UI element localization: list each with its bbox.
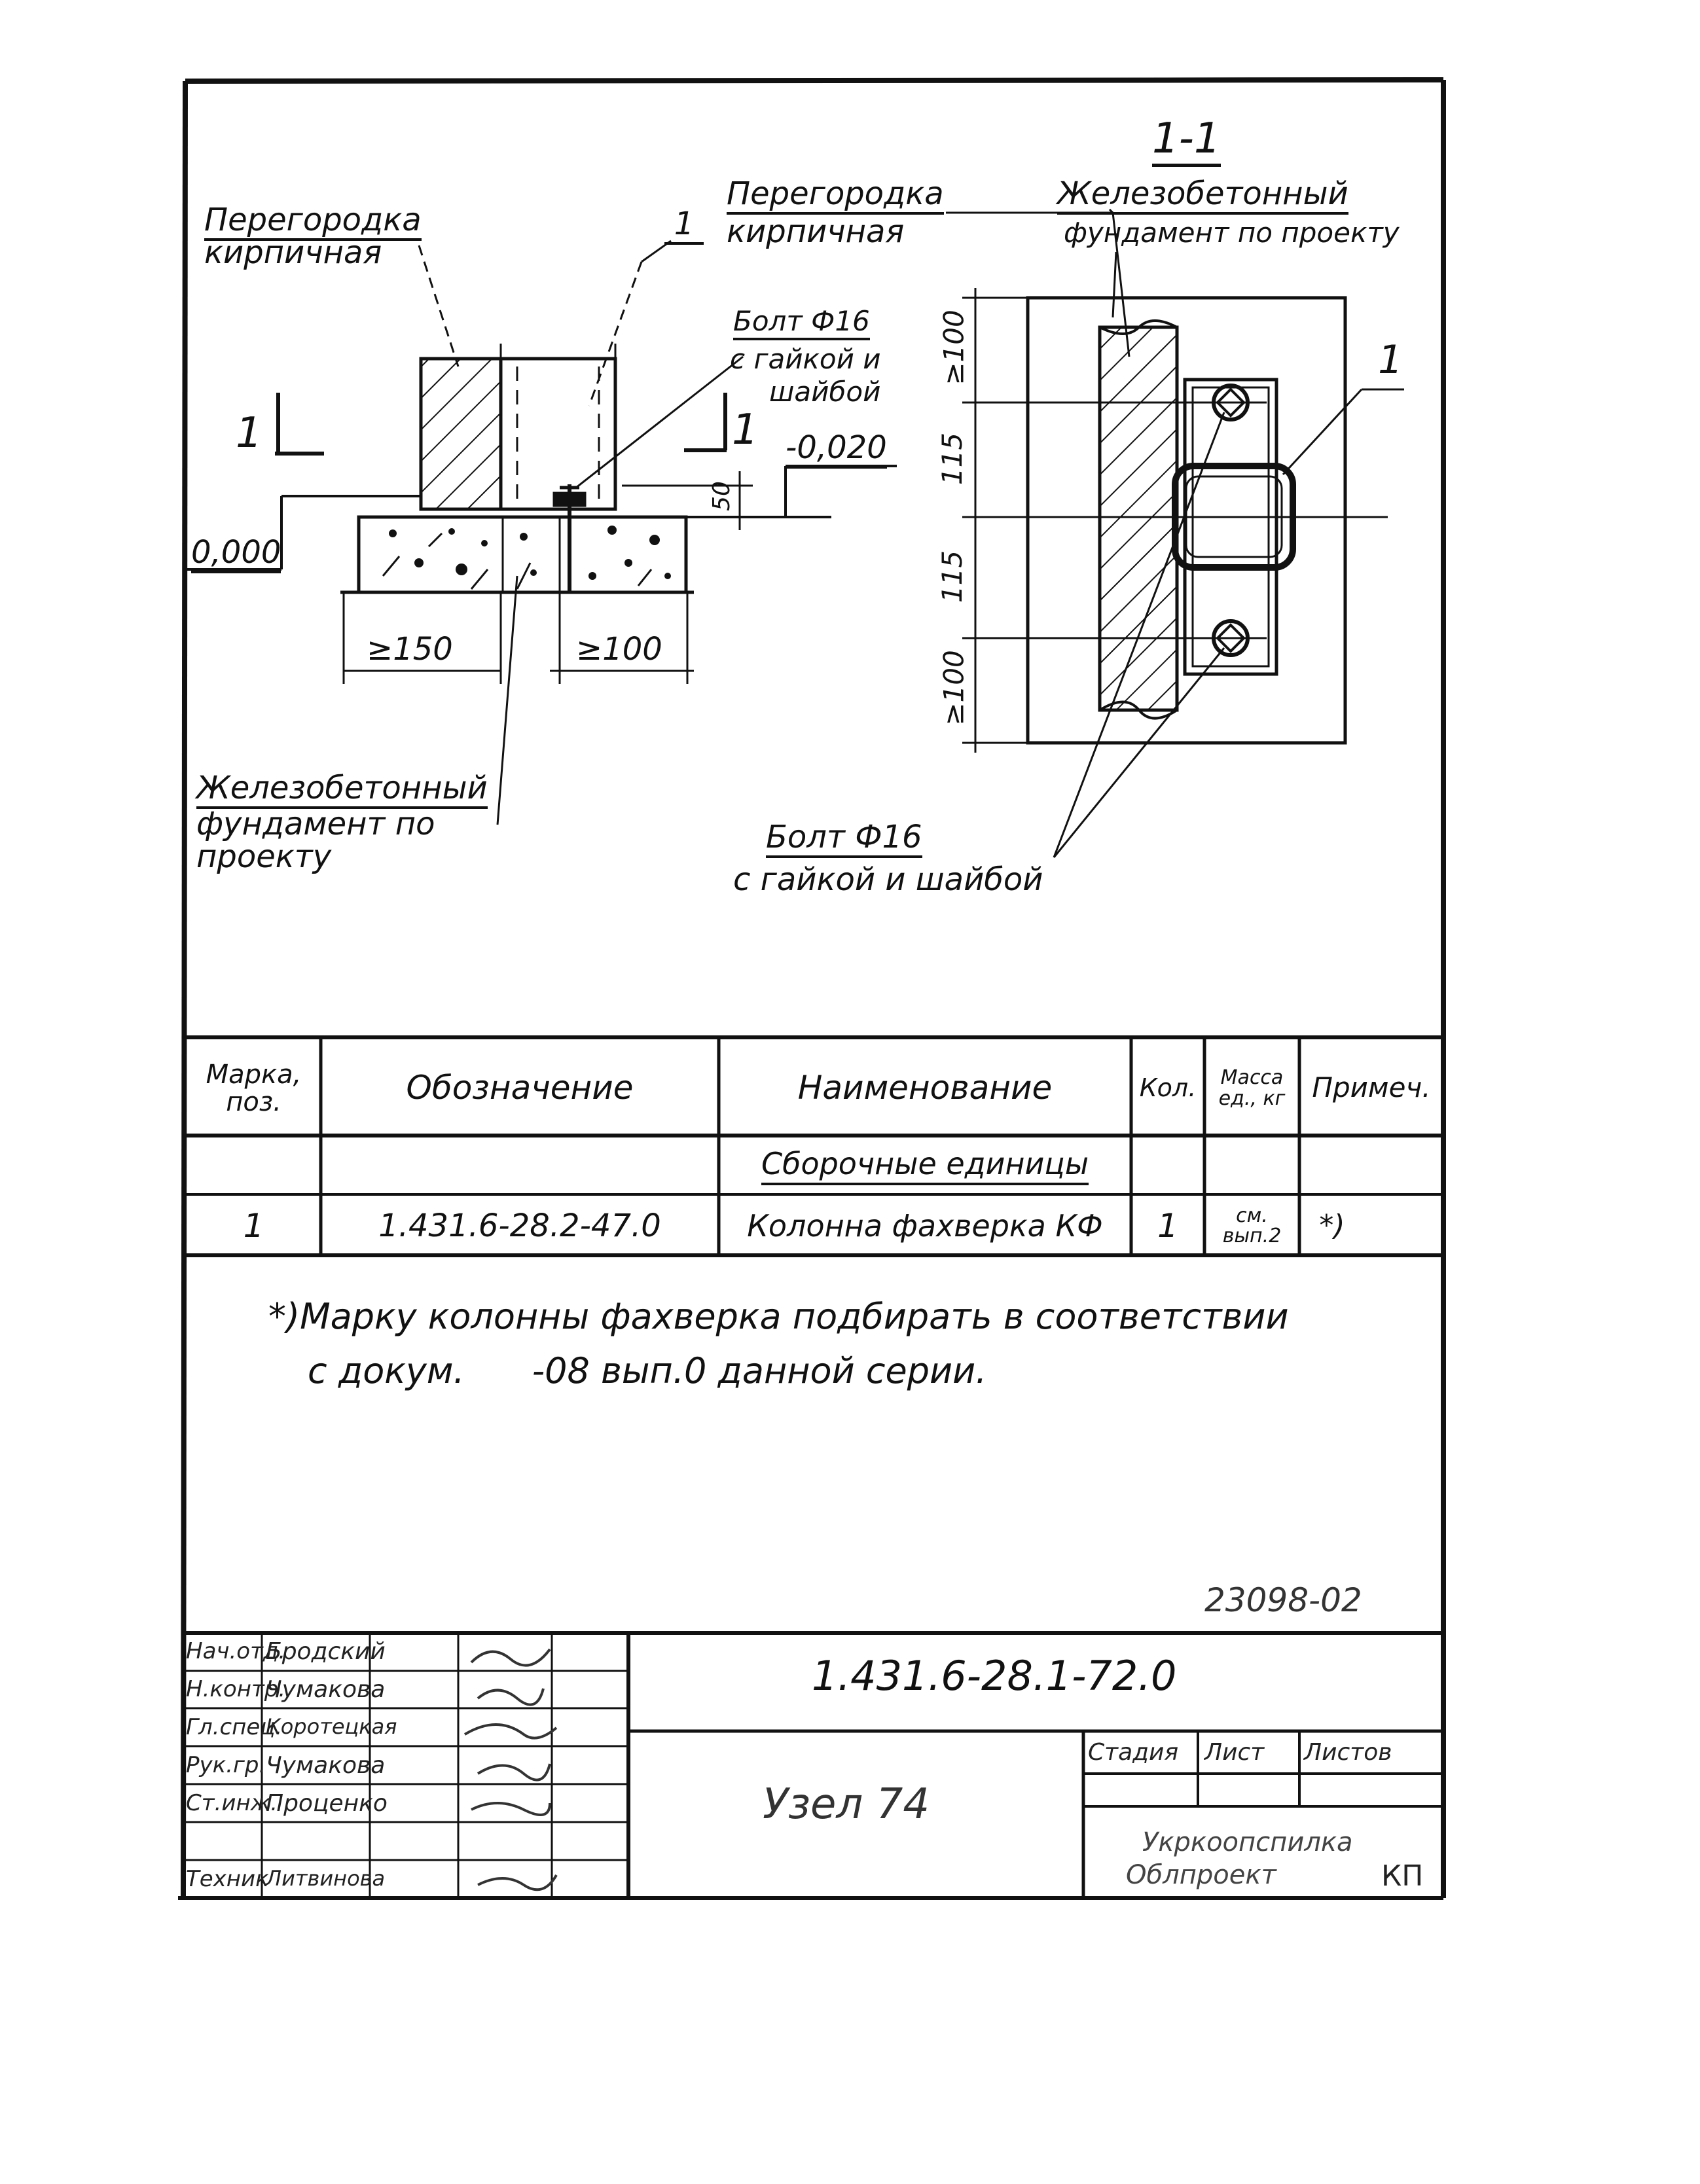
label-bolt-left-1: Болт Ф16 bbox=[733, 308, 870, 340]
note-line-2: с докум. -08 вып.0 данной серии. bbox=[308, 1350, 987, 1391]
label-foundation-left-1: Железобетонный bbox=[196, 772, 488, 809]
name-0: Бродский bbox=[266, 1638, 386, 1665]
role-4: Ст.инж. bbox=[186, 1790, 278, 1816]
label-foundation-right-2: фундамент по проекту bbox=[1064, 217, 1400, 249]
note-line-1: *)Марку колонны фахверка подбирать в соответствии bbox=[268, 1296, 1289, 1337]
name-1: Чумакова bbox=[266, 1676, 386, 1703]
label-foundation-left-3: проекту bbox=[196, 838, 332, 875]
header-note: Примеч. bbox=[1312, 1071, 1431, 1104]
section-row-assembly-units bbox=[719, 1139, 1131, 1194]
row-qty: 1 bbox=[1157, 1206, 1178, 1245]
row-name: Колонна фахверка КФ bbox=[747, 1208, 1103, 1244]
organization-line-1: Укркоопспилка bbox=[1142, 1827, 1353, 1857]
row-note: *) bbox=[1319, 1208, 1345, 1242]
section-title: 1-1 bbox=[1152, 118, 1221, 167]
stage-header: Стадия bbox=[1088, 1739, 1179, 1766]
sheets-header: Листов bbox=[1304, 1739, 1392, 1766]
dim-vertical-4: ≥100 bbox=[937, 650, 970, 726]
section-cut-right: 1 bbox=[732, 406, 759, 454]
header-name: Наименование bbox=[797, 1069, 1053, 1107]
name-6: Литвинова bbox=[266, 1866, 386, 1891]
dim-100-bottom: ≥100 bbox=[576, 631, 662, 668]
label-partition-left-1: Перегородка bbox=[204, 204, 422, 241]
row-mass: см. вып.2 bbox=[1222, 1204, 1282, 1247]
sheet-header: Лист bbox=[1204, 1739, 1265, 1766]
row-mark: 1 bbox=[243, 1206, 264, 1245]
row-designation: 1.431.6-28.2-47.0 bbox=[378, 1207, 661, 1244]
section-cut-left: 1 bbox=[236, 409, 262, 457]
role-3: Рук.гр. bbox=[186, 1752, 266, 1778]
role-1: Н.контр. bbox=[186, 1676, 286, 1702]
dim-150: ≥150 bbox=[367, 631, 453, 668]
level-zero: 0,000 bbox=[191, 537, 281, 573]
stamp-number: 23098-02 bbox=[1204, 1581, 1362, 1619]
label-bolt-left-2: с гайкой и bbox=[730, 343, 881, 375]
header-qty: Кол. bbox=[1139, 1073, 1197, 1102]
organization-line-2: Облпроект bbox=[1126, 1860, 1276, 1890]
signatures bbox=[458, 1636, 563, 1898]
label-foundation-right-1: Железобетонный bbox=[1057, 178, 1348, 215]
label-partition-right-1: Перегородка bbox=[727, 178, 944, 215]
position-marker-right: 1 bbox=[1378, 337, 1403, 383]
name-3: Чумакова bbox=[266, 1752, 386, 1779]
role-6: Техник bbox=[186, 1866, 269, 1892]
foundation-block bbox=[359, 517, 686, 592]
label-partition-left-2: кирпичная bbox=[204, 234, 382, 271]
document-code: 1.431.6-28.1-72.0 bbox=[812, 1652, 1177, 1700]
section-row-label: Сборочные единицы bbox=[761, 1148, 1089, 1185]
label-bolt-right-1: Болт Ф16 bbox=[766, 821, 922, 858]
header-mass: Масса ед., кг bbox=[1218, 1066, 1286, 1110]
label-bolt-right-2: с гайкой и шайбой bbox=[733, 861, 1043, 898]
dim-vertical-2: 115 bbox=[936, 432, 969, 486]
label-foundation-left-2: фундамент по bbox=[196, 806, 435, 842]
role-2: Гл.спец. bbox=[186, 1714, 283, 1740]
name-4: Проценко bbox=[266, 1790, 388, 1817]
label-partition-right-2: кирпичная bbox=[727, 213, 905, 250]
level-minus-0020: -0,020 bbox=[786, 432, 887, 469]
header-designation: Обозначение bbox=[406, 1069, 634, 1107]
dim-50: 50 bbox=[708, 481, 735, 511]
organization-suffix: КП bbox=[1381, 1859, 1424, 1893]
role-0: Нач.отд. bbox=[186, 1638, 286, 1664]
right-detail bbox=[946, 209, 1404, 857]
sheet-title: Узел 74 bbox=[763, 1780, 930, 1829]
position-marker-left: 1 bbox=[664, 208, 704, 245]
brick-partition bbox=[421, 359, 501, 509]
brick-wall-plan bbox=[1100, 327, 1177, 710]
dim-vertical-1: ≥100 bbox=[937, 310, 970, 385]
dim-vertical-3: 115 bbox=[936, 550, 969, 603]
header-mark: Марка, поз. bbox=[206, 1059, 302, 1117]
name-2: Коротецкая bbox=[266, 1714, 397, 1739]
label-bolt-left-3: шайбой bbox=[769, 376, 881, 408]
